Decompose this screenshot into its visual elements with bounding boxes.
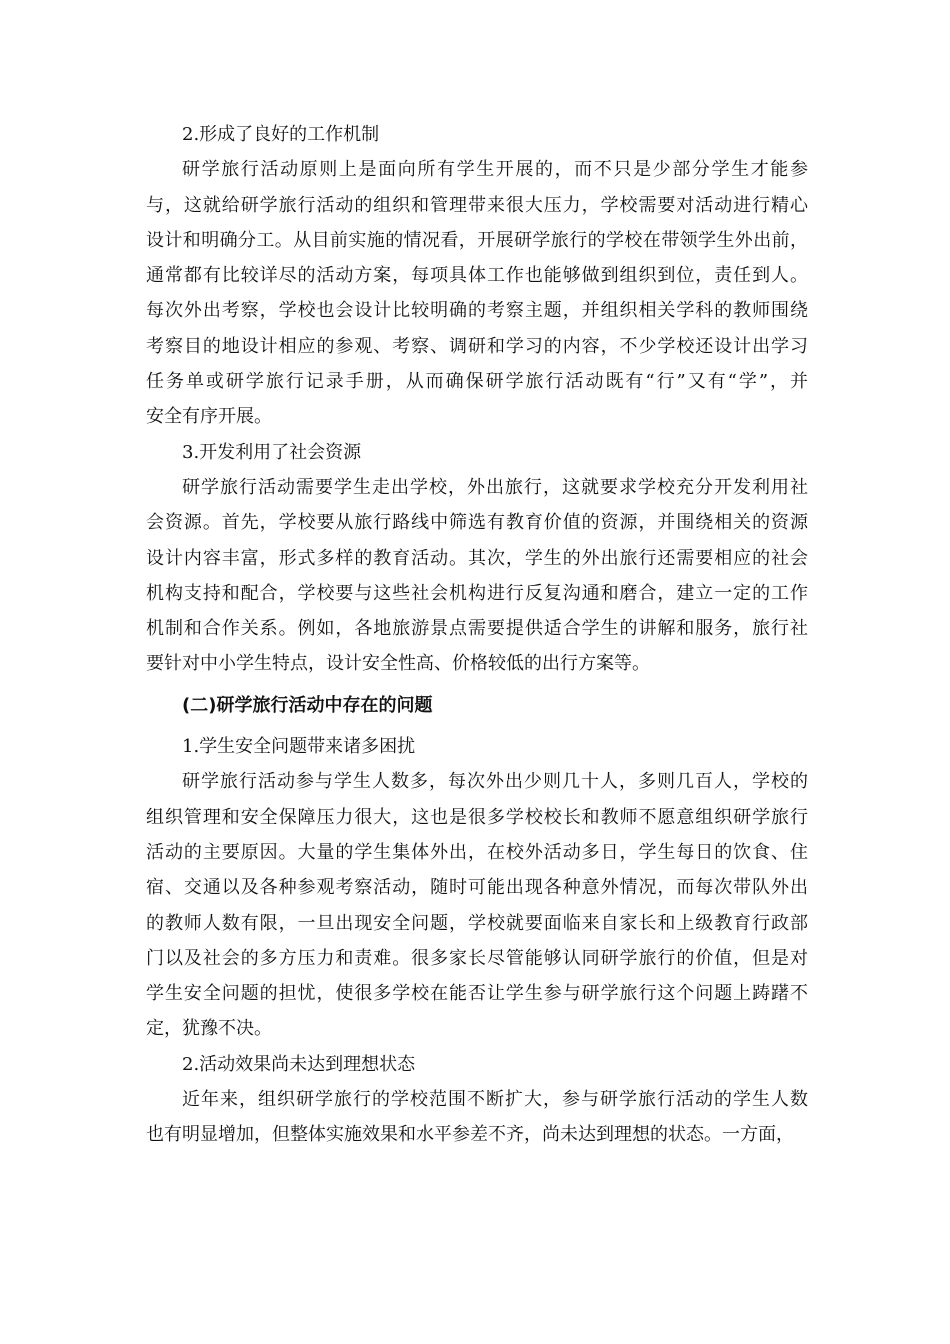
paragraph-line: 安全有序开展。: [146, 406, 272, 428]
paragraph-line: 机制和合作关系。例如，各地旅游景点需要提供适合学生的讲解和服务，旅行社: [146, 618, 808, 640]
paragraph-line: 任务单或研学旅行记录手册，从而确保研学旅行活动既有“行”又有“学”，并: [146, 371, 808, 393]
paragraph-line: 的教师人数有限，一旦出现安全问题，学校就要面临来自家长和上级教育行政部: [146, 912, 808, 934]
paragraph-line: 通常都有比较详尽的活动方案，每项具体工作也能够做到组织到位，责任到人。: [146, 265, 808, 287]
heading-text: (二)研学旅行活动中存在的问题: [182, 694, 433, 716]
paragraph-line: 也有明显增加，但整体实施效果和水平参差不齐，尚未达到理想的状态。一方面，: [146, 1124, 794, 1146]
paragraph-line: 设计内容丰富，形式多样的教育活动。其次，学生的外出旅行还需要相应的社会: [146, 547, 808, 569]
heading-text: 3.开发利用了社会资源: [182, 441, 362, 463]
paragraph: [146, 764, 808, 1046]
paragraph-line: 研学旅行活动需要学生走出学校，外出旅行，这就要求学校充分开发利用社: [182, 476, 808, 498]
paragraph: [146, 470, 808, 682]
paragraph: [146, 1082, 808, 1153]
subsection-heading: [146, 117, 808, 152]
paragraph-line: 组织管理和安全保障压力很大，这也是很多学校校长和教师不愿意组织研学旅行: [146, 806, 808, 828]
subsection-heading: [146, 729, 808, 764]
paragraph: [146, 152, 808, 434]
paragraph-line: 宿、交通以及各种参观考察活动，随时可能出现各种意外情况，而每次带队外出: [146, 877, 808, 899]
section-heading: [146, 688, 808, 723]
paragraph-line: 会资源。首先，学校要从旅行路线中筛选有教育价值的资源，并围绕相关的资源: [146, 512, 808, 534]
heading-text: 1.学生安全问题带来诸多困扰: [182, 736, 416, 758]
paragraph-line: 与，这就给研学旅行活动的组织和管理带来很大压力，学校需要对活动进行精心: [146, 194, 808, 216]
paragraph-line: 研学旅行活动原则上是面向所有学生开展的，而不只是少部分学生才能参: [182, 159, 808, 181]
paragraph-line: 研学旅行活动参与学生人数多，每次外出少则几十人，多则几百人，学校的: [182, 771, 808, 793]
paragraph-line: 活动的主要原因。大量的学生集体外出，在校外活动多日，学生每日的饮食、住: [146, 841, 808, 863]
paragraph-line: 考察目的地设计相应的参观、考察、调研和学习的内容，不少学校还设计出学习: [146, 335, 808, 357]
subsection-heading: [146, 1047, 808, 1082]
document-page: [146, 117, 808, 1153]
paragraph-line: 设计和明确分工。从目前实施的情况看，开展研学旅行的学校在带领学生外出前，: [146, 229, 808, 251]
heading-text: 2.活动效果尚未达到理想状态: [182, 1053, 416, 1075]
paragraph-line: 要针对中小学生特点，设计安全性高、价格较低的出行方案等。: [146, 653, 650, 675]
paragraph-line: 每次外出考察，学校也会设计比较明确的考察主题，并组织相关学科的教师围绕: [146, 300, 808, 322]
paragraph-line: 近年来，组织研学旅行的学校范围不断扩大，参与研学旅行活动的学生人数: [182, 1089, 808, 1111]
paragraph-line: 定，犹豫不决。: [146, 1018, 272, 1040]
heading-text: 2.形成了良好的工作机制: [182, 124, 380, 145]
subsection-heading: [146, 435, 808, 470]
paragraph-line: 门以及社会的多方压力和责难。很多家长尽管能够认同研学旅行的价值，但是对: [146, 947, 808, 969]
paragraph-line: 学生安全问题的担忧，使很多学校在能否让学生参与研学旅行这个问题上踌躇不: [146, 983, 808, 1005]
paragraph-line: 机构支持和配合，学校要与这些社会机构进行反复沟通和磨合，建立一定的工作: [146, 582, 808, 604]
